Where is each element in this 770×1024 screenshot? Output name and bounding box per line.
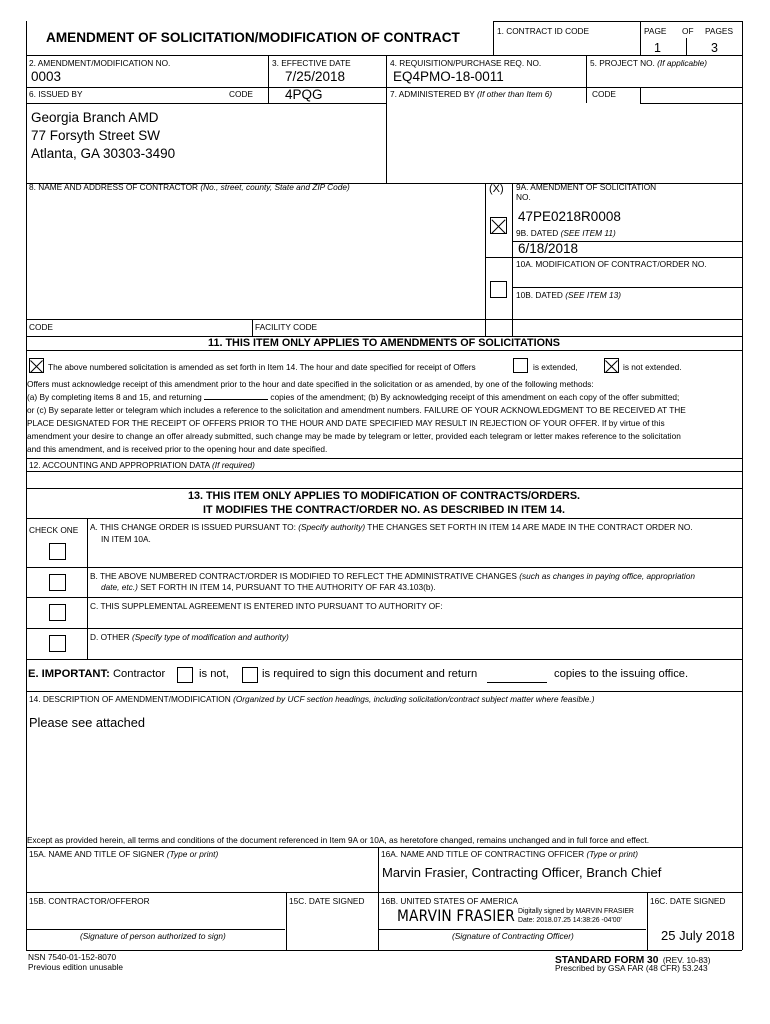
amendment-no-value: 0003 bbox=[31, 69, 62, 84]
contracting-officer-value: Marvin Frasier, Contracting Officer, Branch Chief bbox=[382, 865, 662, 880]
dated-9b-label: 9B. DATED (SEE ITEM 11) bbox=[516, 228, 616, 238]
modification-checkbox[interactable] bbox=[490, 281, 507, 298]
copies-label: copies to the issuing office. bbox=[554, 668, 689, 680]
item11-line6: amendment your desire to change an offer already submitted, such change may be made by telegram or letter, provided each telegram or letter makes reference to the solicitation bbox=[27, 431, 681, 441]
contractor-signature-caption: (Signature of person authorized to sign) bbox=[80, 931, 226, 941]
is-required-label: is required to sign this document and return bbox=[262, 668, 478, 680]
code-label: CODE bbox=[29, 322, 53, 332]
signature-line-16b[interactable] bbox=[379, 929, 646, 930]
signature-line-15b[interactable] bbox=[27, 929, 285, 930]
effective-date-value: 7/25/2018 bbox=[285, 69, 346, 84]
item11-line5: PLACE DESIGNATED FOR THE RECEIPT OF OFFERS PRIOR TO THE HOUR AND DATE SPECIFIED MAY RESULT IN REJECTION OF YOUR OFFER. If by virtue of this bbox=[27, 418, 665, 428]
date-signed-16c-value: 25 July 2018 bbox=[661, 928, 735, 943]
important-row: E. IMPORTANT: Contractor bbox=[28, 668, 166, 680]
extended-checkbox[interactable] bbox=[513, 358, 528, 373]
extended-label: is extended, bbox=[533, 362, 578, 372]
administered-by-code-label: CODE bbox=[592, 89, 616, 99]
option-a-line1: A. THIS CHANGE ORDER IS ISSUED PURSUANT TO: (Specify authority) THE CHANGES SET FORTH IN ITEM 14 ARE MADE IN THE CONTRACT ORDER NO. bbox=[90, 522, 693, 532]
is-required-checkbox[interactable] bbox=[242, 667, 258, 683]
issued-by-code: 4PQG bbox=[285, 87, 323, 102]
effective-date-label: 3. EFFECTIVE DATE bbox=[272, 58, 351, 68]
option-b-checkbox[interactable] bbox=[49, 574, 66, 591]
issued-by-code-label: CODE bbox=[229, 89, 253, 99]
option-a-line2: IN ITEM 10A. bbox=[101, 534, 151, 544]
date-signed-15c-label: 15C. DATE SIGNED bbox=[289, 896, 365, 906]
issuer-address-line3: Atlanta, GA 30303-3490 bbox=[31, 146, 176, 161]
of-label: OF bbox=[682, 26, 694, 36]
pages-total: 3 bbox=[711, 41, 718, 55]
previous-edition-note: Previous edition unusable bbox=[28, 962, 124, 972]
prescribed-by: Prescribed by GSA FAR (48 CFR) 53.243 bbox=[555, 963, 708, 973]
not-extended-label: is not extended. bbox=[623, 362, 682, 372]
item11-line3: (a) By completing items 8 and 15, and returning copies of the amendment; (b) By acknowledging receipt of this amendment on each copy of the offer submitted; bbox=[27, 392, 680, 402]
copies-blank[interactable] bbox=[487, 682, 547, 683]
issuer-address-line1: Georgia Branch AMD bbox=[31, 110, 159, 125]
option-c-checkbox[interactable] bbox=[49, 604, 66, 621]
item13-title-1: 13. THIS ITEM ONLY APPLIES TO MODIFICATION OF CONTRACTS/ORDERS. bbox=[187, 490, 581, 502]
pages-label: PAGES bbox=[705, 26, 733, 36]
solicitation-no-value: 47PE0218R0008 bbox=[518, 209, 621, 224]
option-c-label: C. THIS SUPPLEMENTAL AGREEMENT IS ENTERED INTO PURSUANT TO AUTHORITY OF: bbox=[90, 601, 443, 611]
amendment-no-label: 2. AMENDMENT/MODIFICATION NO. bbox=[29, 58, 171, 68]
description-value: Please see attached bbox=[29, 715, 145, 730]
contracting-officer-label: 16A. NAME AND TITLE OF CONTRACTING OFFICER (Type or print) bbox=[381, 849, 638, 859]
requisition-value: EQ4PMO-18-0011 bbox=[393, 69, 504, 84]
amendment-of-solicitation-label-2: NO. bbox=[516, 192, 531, 202]
item11-line4: or (c) By separate letter or telegram which includes a reference to the solicitation and amendment numbers. FAILURE OF YOUR ACKNOWLEDGMENT TO BE RECEIVED AT THE bbox=[27, 405, 686, 415]
description-label: 14. DESCRIPTION OF AMENDMENT/MODIFICATION (Organized by UCF section headings, including solicitation/contract subject matter where feasible.) bbox=[29, 694, 595, 704]
item13-title-2: IT MODIFIES THE CONTRACT/ORDER NO. AS DESCRIBED IN ITEM 14. bbox=[203, 504, 565, 516]
contract-id-label: 1. CONTRACT ID CODE bbox=[497, 26, 590, 36]
option-b-line1: B. THE ABOVE NUMBERED CONTRACT/ORDER IS MODIFIED TO REFLECT THE ADMINISTRATIVE CHANGES (such as changes in paying office, appropriation bbox=[90, 571, 695, 581]
dated-9b-value: 6/18/2018 bbox=[518, 241, 579, 256]
date-signed-16c-label: 16C. DATE SIGNED bbox=[650, 896, 726, 906]
page-number: 1 bbox=[654, 41, 661, 55]
modification-10a-label: 10A. MODIFICATION OF CONTRACT/ORDER NO. bbox=[516, 259, 707, 269]
check-one-label: CHECK ONE bbox=[29, 525, 79, 535]
signer-name-label: 15A. NAME AND TITLE OF SIGNER (Type or print) bbox=[29, 849, 219, 859]
requisition-label: 4. REQUISITION/PURCHASE REQ. NO. bbox=[390, 58, 542, 68]
solicitation-checkbox[interactable] bbox=[490, 217, 507, 234]
officer-signature-caption: (Signature of Contracting Officer) bbox=[452, 931, 574, 941]
digital-signature-name: MARVIN FRASIER bbox=[397, 906, 516, 925]
contractor-offeror-label: 15B. CONTRACTOR/OFFEROR bbox=[29, 896, 150, 906]
x-column-header: (X) bbox=[489, 183, 504, 195]
facility-code-label: FACILITY CODE bbox=[255, 322, 318, 332]
is-not-checkbox[interactable] bbox=[177, 667, 193, 683]
digital-signature-line2: Date: 2018.07.25 14:38:26 -04'00' bbox=[518, 917, 622, 924]
option-b-line2: date, etc.) SET FORTH IN ITEM 14, PURSUANT TO THE AUTHORITY OF FAR 43.103(b). bbox=[101, 582, 436, 592]
nsn-number: NSN 7540-01-152-8070 bbox=[28, 952, 117, 962]
item11-line1: The above numbered solicitation is amended as set forth in Item 14. The hour and date specified for receipt of Offers bbox=[48, 362, 476, 372]
form-title: AMENDMENT OF SOLICITATION/MODIFICATION OF CONTRACT bbox=[46, 30, 460, 45]
accounting-label: 12. ACCOUNTING AND APPROPRIATION DATA (If required) bbox=[29, 460, 255, 470]
administered-by-label: 7. ADMINISTERED BY (If other than Item 6) bbox=[390, 89, 553, 99]
option-a-checkbox[interactable] bbox=[49, 543, 66, 560]
item11-line2: Offers must acknowledge receipt of this amendment prior to the hour and date specified in the solicitation or as amended, by one of the following methods: bbox=[27, 379, 594, 389]
issuer-address-line2: 77 Forsyth Street SW bbox=[31, 128, 161, 143]
page-label: PAGE bbox=[644, 26, 667, 36]
item11-amended-checkbox[interactable] bbox=[29, 358, 44, 373]
amendment-of-solicitation-label: 9A. AMENDMENT OF SOLICITATION bbox=[516, 182, 657, 192]
usa-label: 16B. UNITED STATES OF AMERICA bbox=[381, 896, 519, 906]
option-d-label: D. OTHER (Specify type of modification and authority) bbox=[90, 632, 289, 642]
dated-10b-label: 10B. DATED (SEE ITEM 13) bbox=[516, 290, 621, 300]
issued-by-label: 6. ISSUED BY bbox=[29, 89, 83, 99]
standard-form-label: STANDARD FORM 30 (REV. 10-83) bbox=[555, 955, 711, 966]
not-extended-checkbox[interactable] bbox=[604, 358, 619, 373]
except-text: Except as provided herein, all terms and conditions of the document referenced in Item 9A or 10A, as heretofore changed, remains unchanged and in full force and effect. bbox=[27, 835, 650, 845]
digital-signature-line1: Digitally signed by MARVIN FRASIER bbox=[518, 908, 634, 915]
contractor-label: 8. NAME AND ADDRESS OF CONTRACTOR (No., street, county, State and ZIP Code) bbox=[29, 182, 350, 192]
option-d-checkbox[interactable] bbox=[49, 635, 66, 652]
item11-title: 11. THIS ITEM ONLY APPLIES TO AMENDMENTS OF SOLICITATIONS bbox=[208, 337, 560, 349]
item11-line7: and this amendment, and is received prior to the opening hour and date specified. bbox=[27, 444, 328, 454]
is-not-label: is not, bbox=[199, 668, 229, 680]
project-no-label: 5. PROJECT NO. (If applicable) bbox=[590, 58, 707, 68]
